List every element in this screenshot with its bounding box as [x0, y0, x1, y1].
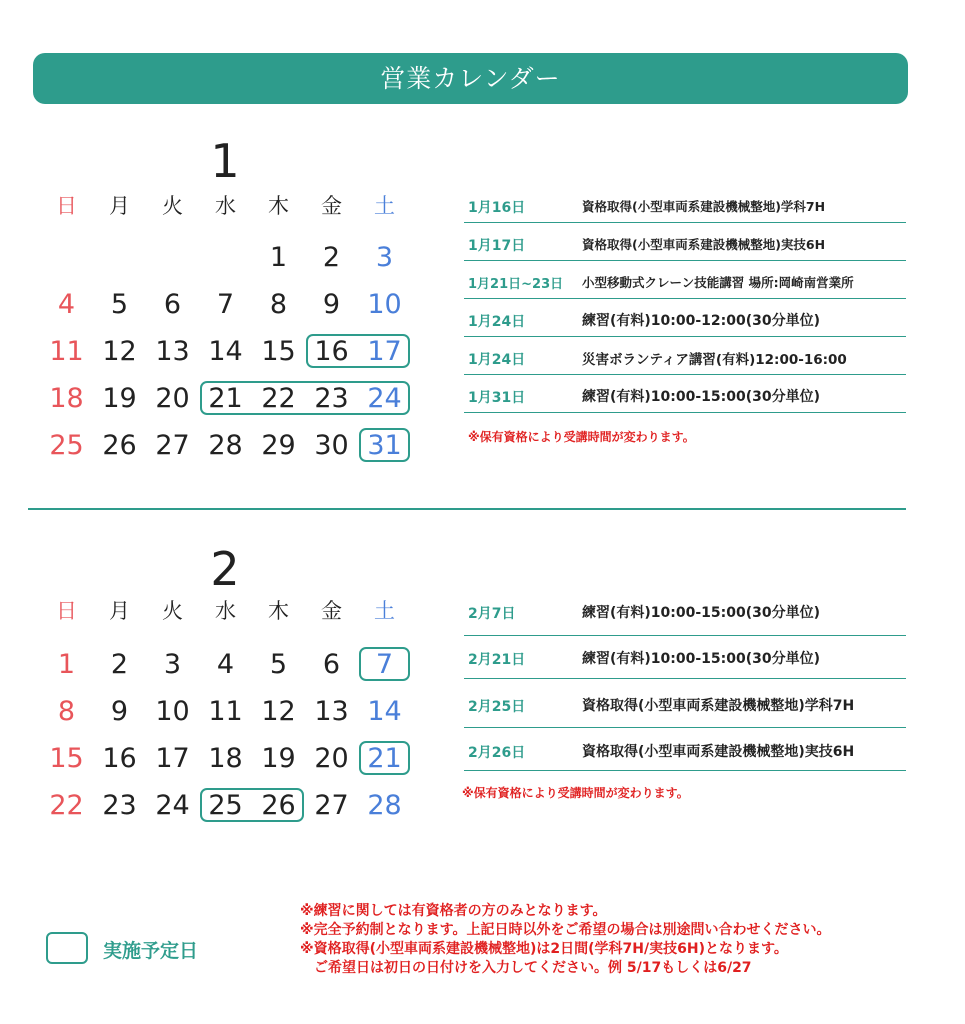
calendar-day: 8 [269, 289, 288, 320]
calendar-day: 15 [49, 743, 84, 774]
calendar-day: 6 [322, 649, 341, 680]
calendar-day: 3 [375, 242, 394, 273]
schedule-row [464, 636, 906, 679]
calendar-day: 13 [155, 336, 190, 367]
calendar-day: 17 [155, 743, 190, 774]
calendar-day: 18 [49, 383, 84, 414]
calendar-header: 営業カレンダー [33, 53, 908, 104]
calendar-day: 29 [261, 430, 296, 461]
calendar-day: 22 [261, 383, 296, 414]
schedule-desc: 練習(有料)10:00-15:00(30分単位) [582, 389, 821, 405]
calendar-day: 2 [322, 242, 341, 273]
calendar-day: 6 [163, 289, 182, 320]
schedule-date: 1月17日 [468, 238, 526, 254]
calendar-day: 10 [155, 696, 190, 727]
calendar-day: 19 [102, 383, 137, 414]
weekday-wed: 水 [215, 194, 236, 218]
calendar-day: 28 [367, 790, 402, 821]
schedule-row [464, 337, 906, 375]
schedule-date: 1月31日 [468, 390, 526, 406]
schedule-date: 1月16日 [468, 200, 526, 216]
calendar-day: 27 [155, 430, 190, 461]
schedule-desc: 資格取得(小型車両系建設機械整地)実技6H [582, 744, 855, 760]
calendar-day: 8 [57, 696, 76, 727]
schedule-desc: 練習(有料)10:00-12:00(30分単位) [582, 313, 821, 329]
legend-label: 実施予定日 [103, 940, 199, 962]
weekday-thu: 木 [268, 194, 289, 218]
schedule-date: 1月24日 [468, 314, 526, 330]
calendar-day: 26 [261, 790, 296, 821]
calendar-day: 9 [110, 696, 129, 727]
weekday-tue: 火 [162, 194, 183, 218]
schedule-desc: 練習(有料)10:00-15:00(30分単位) [582, 651, 821, 667]
schedule-date: 2月25日 [468, 699, 526, 715]
month-number-february: 2 [210, 542, 240, 596]
calendar-day: 2 [110, 649, 129, 680]
calendar-day: 25 [208, 790, 243, 821]
calendar-day: 17 [367, 336, 402, 367]
calendar-day: 7 [216, 289, 235, 320]
calendar-day: 5 [269, 649, 288, 680]
calendar-day: 16 [314, 336, 349, 367]
schedule-row [464, 375, 906, 413]
calendar-day: 16 [102, 743, 137, 774]
calendar-day: 13 [314, 696, 349, 727]
schedule-desc: 災害ボランティア講習(有料)12:00-16:00 [582, 352, 847, 368]
weekday-sat: 土 [374, 194, 395, 218]
weekday-fri: 金 [321, 599, 342, 623]
calendar-day: 11 [208, 696, 243, 727]
weekday-sun: 日 [56, 194, 77, 218]
footer-note: ご希望日は初日の日付けを入力してください。例 5/17もしくは6/27 [300, 960, 752, 976]
calendar-day: 27 [314, 790, 349, 821]
schedule-desc: 小型移動式クレーン技能講習 場所:岡崎南営業所 [582, 275, 854, 290]
calendar-day: 24 [367, 383, 402, 414]
calendar-day: 24 [155, 790, 190, 821]
calendar-day: 26 [102, 430, 137, 461]
schedule-date: 2月26日 [468, 745, 526, 761]
month-number-january: 1 [210, 134, 240, 188]
calendar-day: 1 [57, 649, 76, 680]
weekday-thu: 木 [268, 599, 289, 623]
calendar-day: 21 [367, 743, 402, 774]
calendar-day: 25 [49, 430, 84, 461]
calendar-day: 11 [49, 336, 84, 367]
footer-note: ※完全予約制となります。上記日時以外をご希望の場合は別途問い合わせください。 [300, 922, 831, 938]
calendar-day: 10 [367, 289, 402, 320]
calendar-day: 1 [269, 242, 288, 273]
schedule-row [464, 261, 906, 299]
calendar-day: 31 [367, 430, 402, 461]
calendar-day: 21 [208, 383, 243, 414]
calendar-day: 7 [375, 649, 394, 680]
month-divider [28, 508, 906, 510]
schedule-date: 1月24日 [468, 352, 526, 368]
calendar-day: 15 [261, 336, 296, 367]
schedule-desc: 資格取得(小型車両系建設機械整地)学科7H [582, 199, 826, 214]
schedule-desc: 資格取得(小型車両系建設機械整地)実技6H [582, 237, 826, 252]
weekday-tue: 火 [162, 599, 183, 623]
calendar-day: 20 [155, 383, 190, 414]
calendar-day: 14 [367, 696, 402, 727]
february-note: ※保有資格により受講時間が変わります。 [462, 786, 689, 800]
weekday-wed: 水 [215, 599, 236, 623]
schedule-row [464, 590, 906, 636]
schedule-date: 2月7日 [468, 606, 516, 622]
calendar-day: 4 [216, 649, 235, 680]
footer-note: ※資格取得(小型車両系建設機械整地)は2日間(学科7H/実技6H)となります。 [300, 941, 788, 957]
footer-note: ※練習に関しては有資格者の方のみとなります。 [300, 903, 607, 919]
calendar-day: 12 [102, 336, 137, 367]
schedule-row [464, 185, 906, 223]
footer-notes [300, 902, 831, 978]
schedule-desc: 練習(有料)10:00-15:00(30分単位) [582, 605, 821, 621]
schedule-date: 2月21日 [468, 652, 526, 668]
calendar-day: 12 [261, 696, 296, 727]
calendar-day: 18 [208, 743, 243, 774]
schedule-row [464, 299, 906, 337]
calendar-day: 5 [110, 289, 129, 320]
calendar-day: 4 [57, 289, 76, 320]
schedule-list-january [464, 185, 906, 413]
weekday-mon: 月 [109, 194, 130, 218]
schedule-row [464, 223, 906, 261]
calendar-day: 23 [314, 383, 349, 414]
schedule-row [464, 728, 906, 771]
calendar-day: 30 [314, 430, 349, 461]
calendar-day: 19 [261, 743, 296, 774]
legend-swatch [46, 932, 88, 964]
weekday-sat: 土 [374, 599, 395, 623]
schedule-desc: 資格取得(小型車両系建設機械整地)学科7H [582, 698, 855, 714]
calendar-day: 28 [208, 430, 243, 461]
calendar-day: 20 [314, 743, 349, 774]
schedule-list-february [464, 590, 906, 771]
schedule-row [464, 679, 906, 728]
calendar-day: 3 [163, 649, 182, 680]
schedule-date: 1月21日~23日 [468, 277, 564, 292]
january-note: ※保有資格により受講時間が変わります。 [468, 430, 695, 444]
calendar-day: 9 [322, 289, 341, 320]
weekday-mon: 月 [109, 599, 130, 623]
weekday-sun: 日 [56, 599, 77, 623]
calendar-day: 23 [102, 790, 137, 821]
calendar-day: 22 [49, 790, 84, 821]
weekday-fri: 金 [321, 194, 342, 218]
calendar-day: 14 [208, 336, 243, 367]
